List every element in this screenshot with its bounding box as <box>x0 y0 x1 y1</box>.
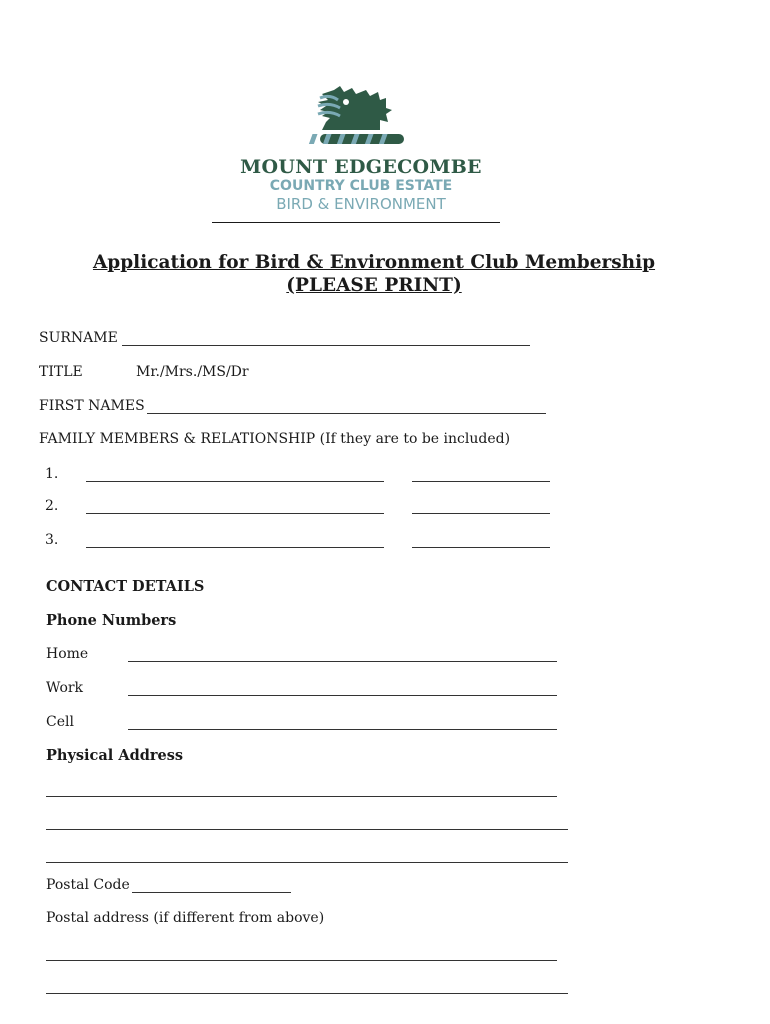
work-phone-label: Work <box>46 680 84 696</box>
title-label: TITLE <box>39 364 83 380</box>
cell-phone-label: Cell <box>46 714 74 730</box>
postal-address-label: Postal address (if different from above) <box>46 910 325 926</box>
postal-code-field[interactable] <box>132 892 291 893</box>
work-phone-field[interactable] <box>128 695 557 696</box>
family-row-number: 3. <box>45 532 59 548</box>
dragon-crest-icon <box>300 86 410 148</box>
family-relationship-field[interactable] <box>412 481 550 482</box>
family-relationship-field[interactable] <box>412 547 550 548</box>
contact-details-heading: CONTACT DETAILS <box>46 578 205 595</box>
title-options[interactable]: Mr./Mrs./MS/Dr <box>136 364 249 380</box>
first-names-label: FIRST NAMES <box>39 398 145 414</box>
family-member-name-field[interactable] <box>86 513 384 514</box>
family-members-label: FAMILY MEMBERS & RELATIONSHIP (If they are to be included) <box>39 431 511 447</box>
postal-address-field[interactable] <box>46 993 568 994</box>
logo-divider <box>212 222 500 223</box>
cell-phone-field[interactable] <box>128 729 557 730</box>
surname-label: SURNAME <box>39 330 118 346</box>
physical-address-field[interactable] <box>46 796 557 797</box>
surname-field[interactable] <box>122 345 530 346</box>
phone-numbers-heading: Phone Numbers <box>46 612 177 629</box>
logo-line-3: BIRD & ENVIRONMENT <box>276 195 446 213</box>
family-relationship-field[interactable] <box>412 513 550 514</box>
physical-address-heading: Physical Address <box>46 747 184 764</box>
home-phone-label: Home <box>46 646 89 662</box>
first-names-field[interactable] <box>147 413 546 414</box>
logo-line-2: COUNTRY CLUB ESTATE <box>269 178 453 194</box>
home-phone-field[interactable] <box>128 661 557 662</box>
form-title: Application for Bird & Environment Club Membership <box>92 252 656 273</box>
logo-line-1: MOUNT EDGECOMBE <box>240 156 482 178</box>
family-row-number: 1. <box>45 466 59 482</box>
form-subtitle: (PLEASE PRINT) <box>286 275 462 296</box>
postal-address-field[interactable] <box>46 960 557 961</box>
family-member-name-field[interactable] <box>86 481 384 482</box>
postal-code-label: Postal Code <box>46 877 130 893</box>
family-member-name-field[interactable] <box>86 547 384 548</box>
physical-address-field[interactable] <box>46 862 568 863</box>
physical-address-field[interactable] <box>46 829 568 830</box>
family-row-number: 2. <box>45 498 59 514</box>
